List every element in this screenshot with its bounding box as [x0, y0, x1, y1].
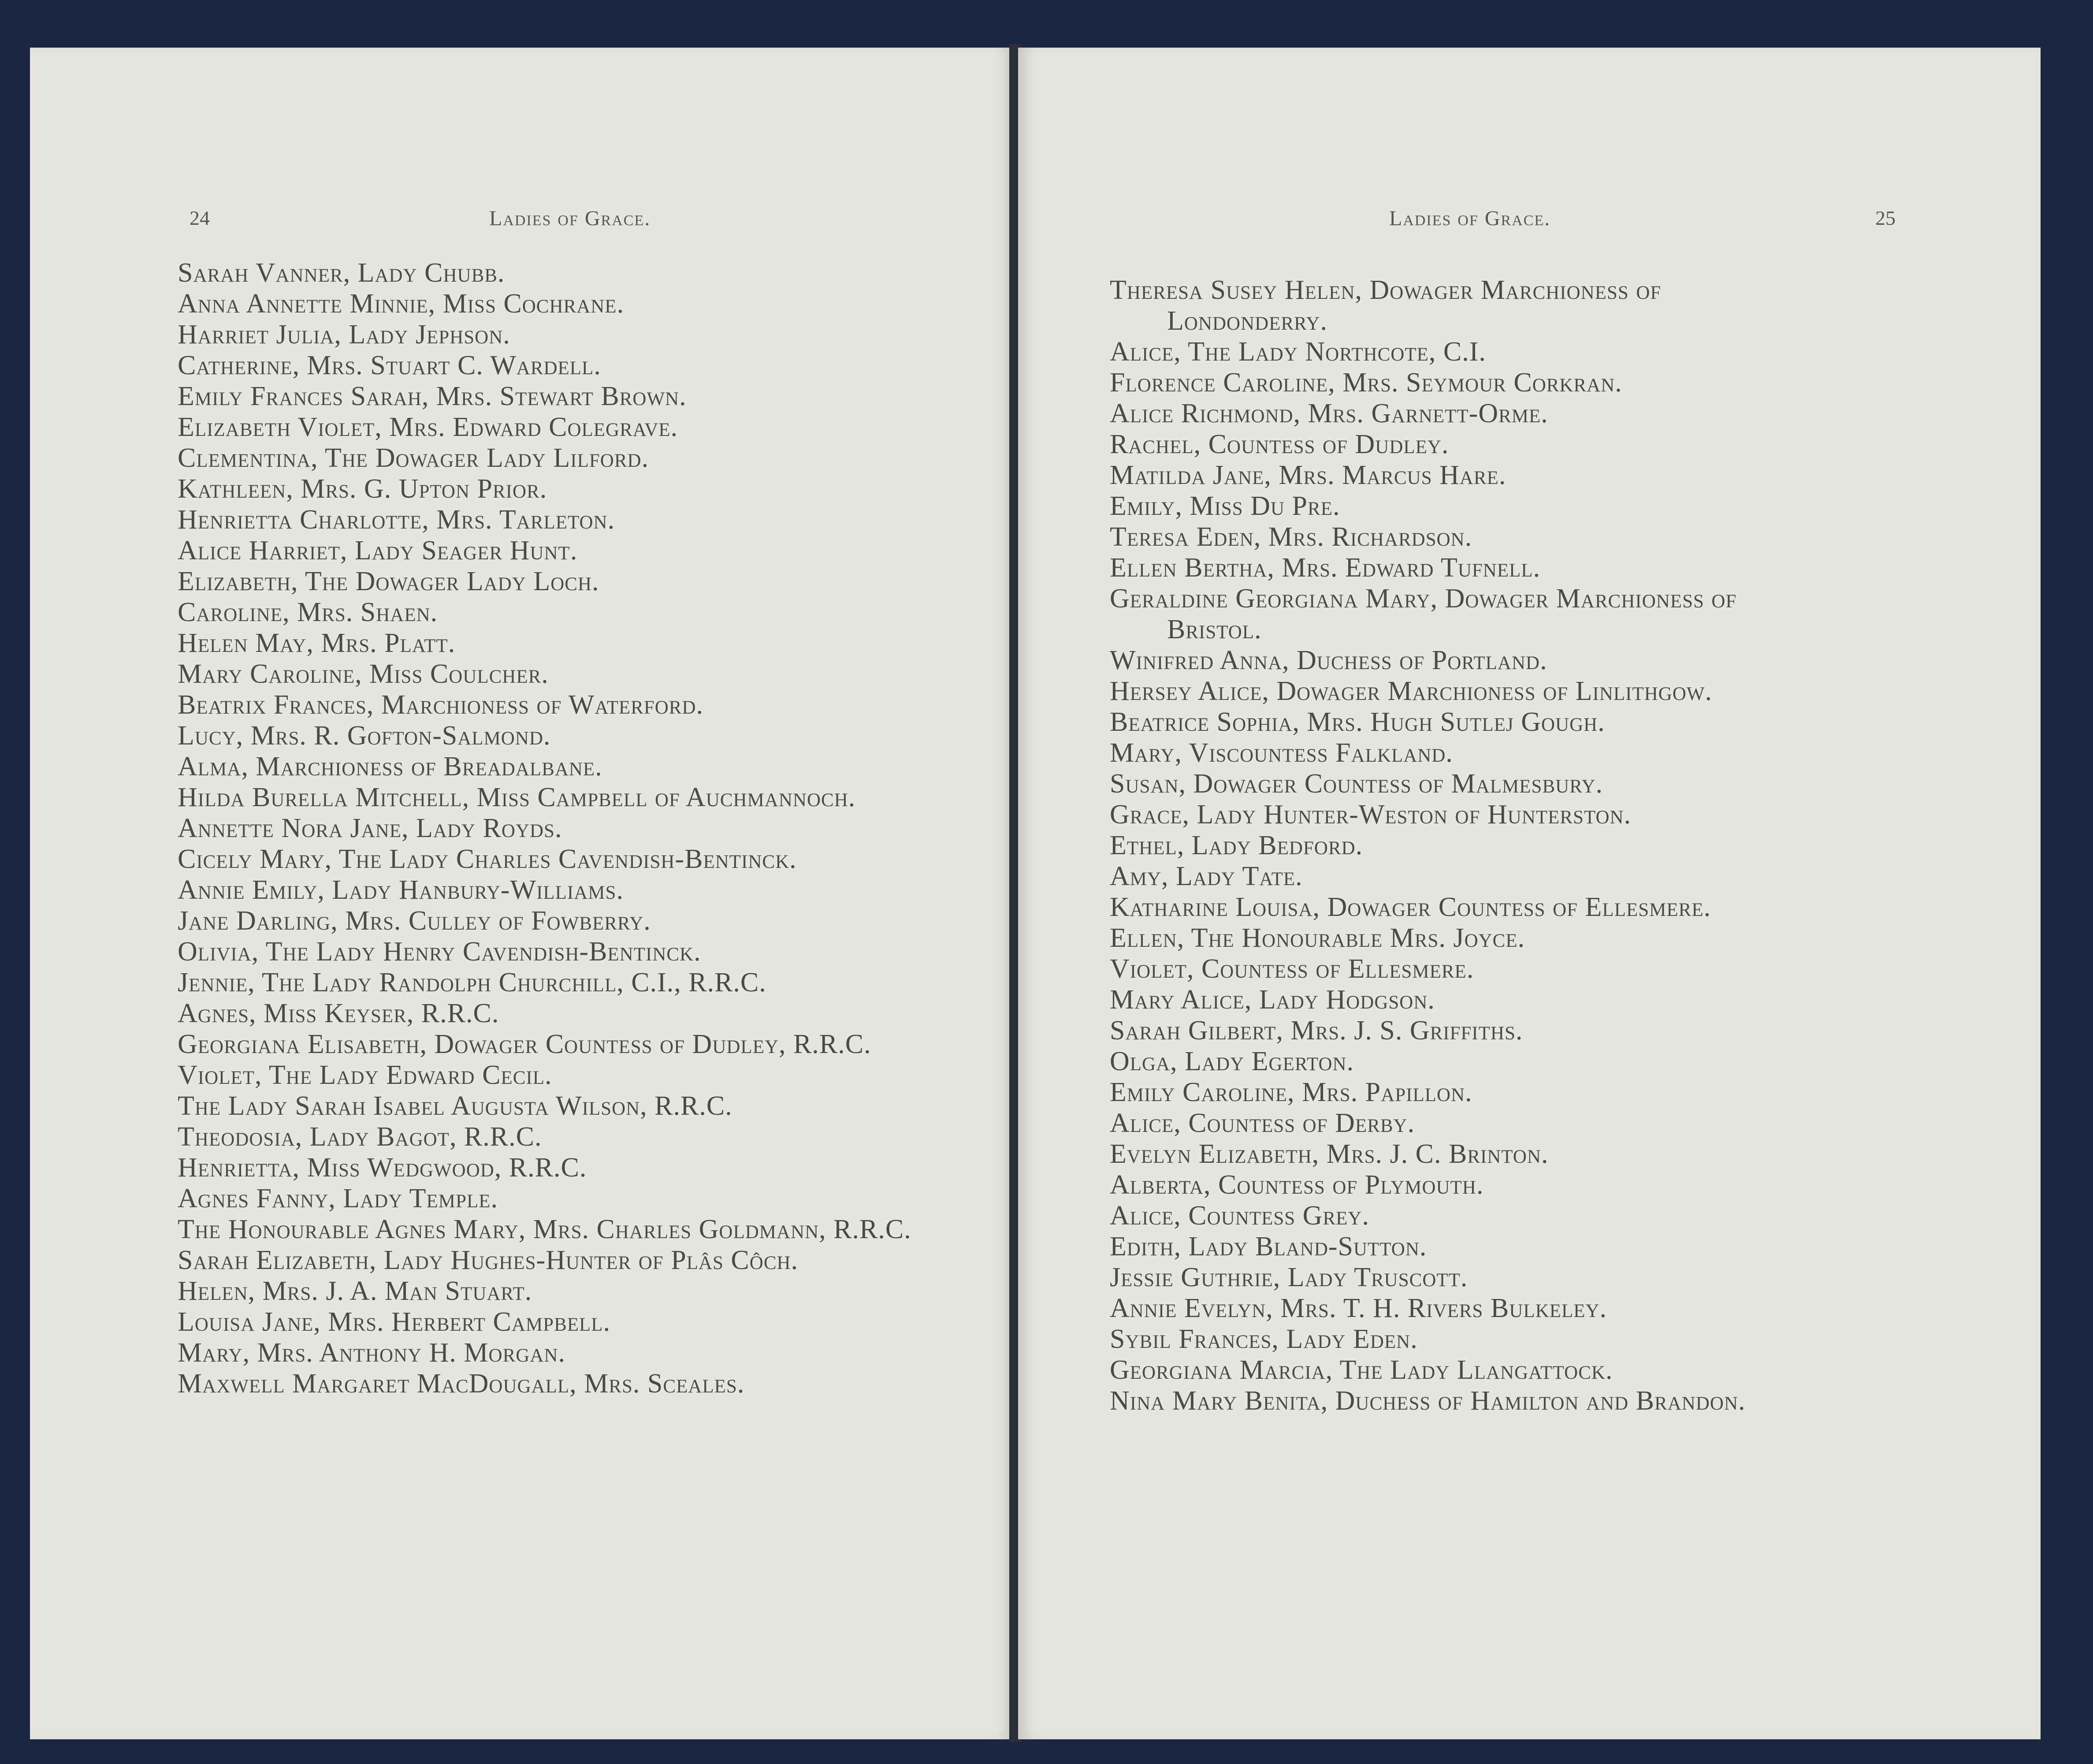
- list-item: Maxwell Margaret MacDougall, Mrs. Sceales.: [178, 1369, 745, 1399]
- list-item: Alice, Countess of Derby.: [1110, 1108, 1415, 1138]
- entry-line: Theresa Susey Helen, Dowager Marchioness of: [1110, 275, 1662, 305]
- list-item: Elizabeth Violet, Mrs. Edward Colegrave.: [178, 412, 678, 442]
- list-item: Rachel, Countess of Dudley.: [1110, 429, 1449, 459]
- list-item: Alberta, Countess of Plymouth.: [1110, 1170, 1484, 1200]
- list-item: Nina Mary Benita, Duchess of Hamilton and Brandon.: [1110, 1386, 1746, 1416]
- list-item: Olga, Lady Egerton.: [1110, 1046, 1354, 1076]
- list-item: Florence Caroline, Mrs. Seymour Corkran.: [1110, 368, 1622, 398]
- list-item: Alice, The Lady Northcote, C.I.: [1110, 337, 1486, 367]
- list-item: Amy, Lady Tate.: [1110, 861, 1303, 891]
- list-item: Emily Caroline, Mrs. Papillon.: [1110, 1077, 1472, 1107]
- list-item: Agnes Fanny, Lady Temple.: [178, 1183, 498, 1213]
- running-header: Ladies of Grace.: [489, 207, 651, 230]
- list-item: Hersey Alice, Dowager Marchioness of Linlithgow.: [1110, 676, 1712, 706]
- entry-continuation: Bristol.: [1167, 614, 1262, 644]
- list-item: Emily Frances Sarah, Mrs. Stewart Brown.: [178, 381, 687, 411]
- list-item: The Lady Sarah Isabel Augusta Wilson, R.R.C.: [178, 1091, 732, 1121]
- list-item: Sarah Gilbert, Mrs. J. S. Griffiths.: [1110, 1016, 1523, 1046]
- list-item: Jennie, The Lady Randolph Churchill, C.I., R.R.C.: [178, 968, 766, 997]
- list-item: Agnes, Miss Keyser, R.R.C.: [178, 998, 499, 1028]
- list-item: Mary, Viscountess Falkland.: [1110, 738, 1453, 768]
- list-item: Sybil Frances, Lady Eden.: [1110, 1324, 1418, 1354]
- list-item: Ellen Bertha, Mrs. Edward Tufnell.: [1110, 553, 1541, 583]
- list-item: [1110, 275, 1746, 336]
- list-item: Helen May, Mrs. Platt.: [178, 628, 456, 658]
- list-item: Teresa Eden, Mrs. Richardson.: [1110, 522, 1472, 552]
- entry-list: [178, 257, 911, 1399]
- list-item: Caroline, Mrs. Shaen.: [178, 597, 438, 627]
- list-item: Mary Alice, Lady Hodgson.: [1110, 985, 1435, 1015]
- right-page: [1018, 48, 2041, 1739]
- list-item: Olivia, The Lady Henry Cavendish-Bentinck.: [178, 937, 701, 967]
- list-item: Henrietta, Miss Wedgwood, R.R.C.: [178, 1153, 587, 1183]
- list-item: Henrietta Charlotte, Mrs. Tarleton.: [178, 505, 615, 535]
- list-item: [1110, 583, 1746, 645]
- list-item: Kathleen, Mrs. G. Upton Prior.: [178, 474, 547, 504]
- list-item: Ethel, Lady Bedford.: [1110, 830, 1363, 860]
- list-item: Clementina, The Dowager Lady Lilford.: [178, 443, 649, 473]
- list-item: Ellen, The Honourable Mrs. Joyce.: [1110, 923, 1525, 953]
- list-item: Annie Evelyn, Mrs. T. H. Rivers Bulkeley.: [1110, 1293, 1607, 1323]
- list-item: Mary Caroline, Miss Coulcher.: [178, 659, 549, 689]
- list-item: Beatrice Sophia, Mrs. Hugh Sutlej Gough.: [1110, 707, 1605, 737]
- list-item: Winifred Anna, Duchess of Portland.: [1110, 645, 1547, 675]
- list-item: Alma, Marchioness of Breadalbane.: [178, 752, 602, 782]
- list-item: Louisa Jane, Mrs. Herbert Campbell.: [178, 1307, 611, 1337]
- list-item: Mary, Mrs. Anthony H. Morgan.: [178, 1338, 565, 1368]
- list-item: Catherine, Mrs. Stuart C. Wardell.: [178, 350, 601, 380]
- left-page: [30, 48, 1013, 1739]
- list-item: Grace, Lady Hunter-Weston of Hunterston.: [1110, 800, 1632, 830]
- list-item: Alice Harriet, Lady Seager Hunt.: [178, 536, 578, 566]
- list-item: Violet, Countess of Ellesmere.: [1110, 954, 1474, 984]
- list-item: Elizabeth, The Dowager Lady Loch.: [178, 566, 599, 596]
- list-item: Alice, Countess Grey.: [1110, 1201, 1369, 1231]
- list-item: Harriet Julia, Lady Jephson.: [178, 320, 510, 350]
- entry-list: [1110, 275, 1746, 1416]
- list-item: Evelyn Elizabeth, Mrs. J. C. Brinton.: [1110, 1139, 1549, 1169]
- list-item: Annie Emily, Lady Hanbury-Williams.: [178, 875, 624, 905]
- page-number: 25: [1875, 207, 1896, 229]
- list-item: Georgiana Marcia, The Lady Llangattock.: [1110, 1355, 1613, 1385]
- list-item: Anna Annette Minnie, Miss Cochrane.: [178, 289, 625, 319]
- list-item: Susan, Dowager Countess of Malmesbury.: [1110, 769, 1603, 799]
- entry-continuation: Londonderry.: [1167, 306, 1327, 336]
- list-item: Theodosia, Lady Bagot, R.R.C.: [178, 1122, 542, 1152]
- list-item: Lucy, Mrs. R. Gofton-Salmond.: [178, 721, 551, 751]
- list-item: Jessie Guthrie, Lady Truscott.: [1110, 1262, 1468, 1292]
- page-number: 24: [190, 207, 210, 229]
- list-item: Matilda Jane, Mrs. Marcus Hare.: [1110, 460, 1506, 490]
- list-item: Hilda Burella Mitchell, Miss Campbell of Auchmannoch.: [178, 782, 856, 812]
- list-item: The Honourable Agnes Mary, Mrs. Charles Goldmann, R.R.C.: [178, 1214, 911, 1244]
- list-item: Georgiana Elisabeth, Dowager Countess of Dudley, R.R.C.: [178, 1029, 871, 1059]
- list-item: Katharine Louisa, Dowager Countess of Ellesmere.: [1110, 892, 1711, 922]
- list-item: Jane Darling, Mrs. Culley of Fowberry.: [178, 906, 651, 936]
- list-item: Edith, Lady Bland-Sutton.: [1110, 1232, 1427, 1262]
- list-item: Alice Richmond, Mrs. Garnett-Orme.: [1110, 398, 1548, 428]
- running-header: Ladies of Grace.: [1389, 207, 1551, 230]
- entry-line: Geraldine Georgiana Mary, Dowager Marchioness of: [1110, 584, 1737, 614]
- list-item: Emily, Miss Du Pre.: [1110, 491, 1340, 521]
- list-item: Beatrix Frances, Marchioness of Waterford.: [178, 690, 704, 720]
- list-item: Violet, The Lady Edward Cecil.: [178, 1060, 552, 1090]
- list-item: Sarah Vanner, Lady Chubb.: [178, 258, 505, 288]
- list-item: Sarah Elizabeth, Lady Hughes-Hunter of Plâs Côch.: [178, 1245, 799, 1275]
- list-item: Annette Nora Jane, Lady Royds.: [178, 813, 562, 843]
- list-item: Helen, Mrs. J. A. Man Stuart.: [178, 1276, 532, 1306]
- list-item: Cicely Mary, The Lady Charles Cavendish-Bentinck.: [178, 844, 797, 874]
